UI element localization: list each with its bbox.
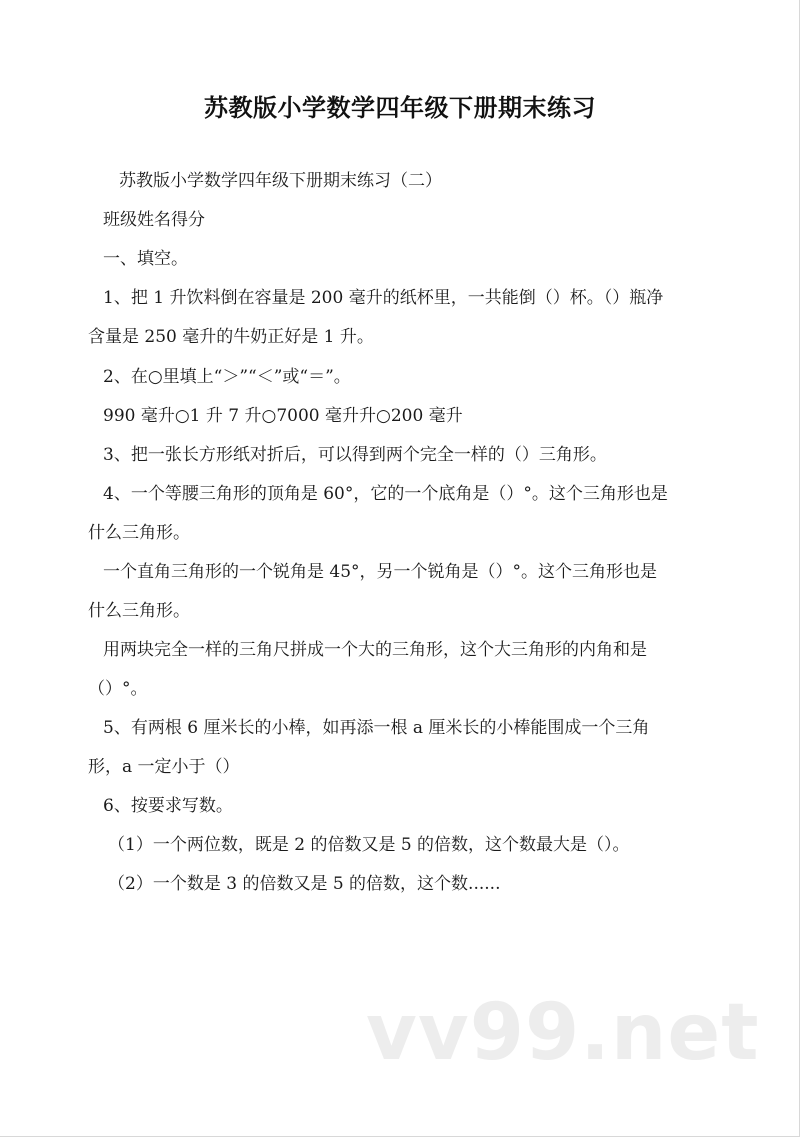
question-1-line-2: 含量是 250 毫升的牛奶正好是 1 升。 <box>88 327 374 347</box>
question-5-line-2: 形，a 一定小于（） <box>88 757 240 777</box>
question-4c-line-1: 用两块完全一样的三角尺拼成一个大的三角形，这个大三角形的内角和是 <box>103 640 647 660</box>
question-3-line: 3、把一张长方形纸对折后，可以得到两个完全一样的（）三角形。 <box>103 445 607 465</box>
class-name-score-line: 班级姓名得分 <box>103 210 205 230</box>
question-4b-line-1: 一个直角三角形的一个锐角是 45°，另一个锐角是（）°。这个三角形也是 <box>103 562 658 582</box>
document-title: 苏教版小学数学四年级下册期末练习 <box>204 94 596 122</box>
question-4b-line-2: 什么三角形。 <box>88 601 190 621</box>
question-6-1-line: （1）一个两位数，既是 2 的倍数又是 5 的倍数，这个数最大是（）。 <box>108 835 630 855</box>
subtitle-line: 苏教版小学数学四年级下册期末练习（二） <box>119 171 442 191</box>
question-2-line-1: 2、在○里填上“＞”“＜”或“＝”。 <box>103 367 351 387</box>
question-4c-line-2: （）°。 <box>88 679 148 699</box>
question-4-line-1: 4、一个等腰三角形的顶角是 60°，它的一个底角是（）°。这个三角形也是 <box>103 484 668 504</box>
question-6-2-line: （2）一个数是 3 的倍数又是 5 的倍数，这个数...... <box>108 874 501 894</box>
question-1-line-1: 1、把 1 升饮料倒在容量是 200 毫升的纸杯里，一共能倒（）杯。（）瓶净 <box>103 288 664 308</box>
question-2-line-2: 990 毫升○1 升 7 升○7000 毫升升○200 毫升 <box>103 406 463 426</box>
section-heading: 一、填空。 <box>103 249 188 269</box>
question-6-line: 6、按要求写数。 <box>103 796 233 816</box>
question-5-line-1: 5、有两根 6 厘米长的小棒，如再添一根 a 厘米长的小棒能围成一个三角 <box>103 718 650 738</box>
question-4-line-2: 什么三角形。 <box>88 523 190 543</box>
watermark: vv99.net <box>366 988 760 1078</box>
